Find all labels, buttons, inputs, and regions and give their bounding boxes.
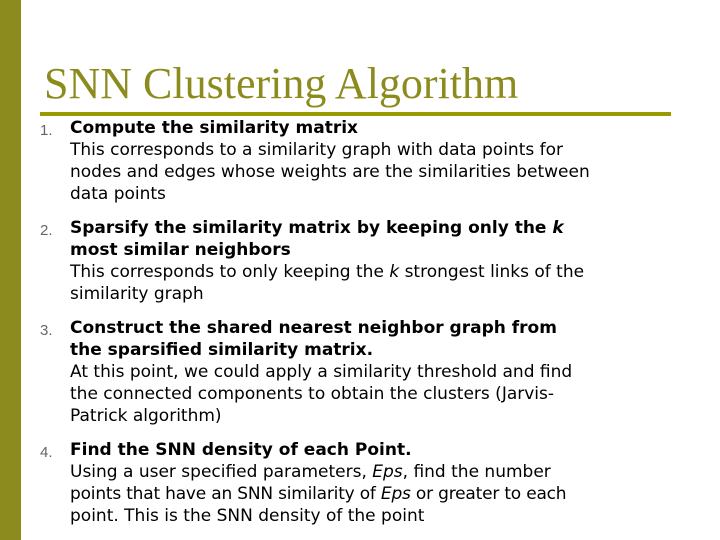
list-number-3: 3. (40, 322, 53, 339)
list-number-2: 2. (40, 222, 53, 239)
list-item-1-content (70, 117, 700, 205)
item-4-text-line (70, 483, 700, 505)
item-2-text-line (70, 261, 700, 283)
list-number-4: 4. (40, 444, 53, 461)
item-4-text-line: point. This is the SNN density of the point (70, 506, 425, 526)
item-1-text-line: data points (70, 184, 166, 204)
list-item-3-content (70, 317, 700, 427)
item-4-heading: Find the SNN density of each Point. (70, 440, 412, 460)
item-4-text-line (70, 461, 700, 483)
item-3-text-line: At this point, we could apply a similarity threshold and find (70, 362, 573, 382)
item-1-text-line: This corresponds to a similarity graph with data points for (70, 140, 563, 160)
item-1-heading: Compute the similarity matrix (70, 118, 359, 138)
item-4-text-eps: Eps (380, 484, 411, 504)
item-2-text-k: k (389, 262, 400, 282)
list-item-4-content (70, 439, 700, 527)
item-2-text-part: This corresponds to only keeping the (70, 262, 390, 282)
item-4-text-part: or greater to each (410, 484, 567, 504)
side-accent-bar (0, 0, 21, 540)
title-underline (40, 112, 671, 116)
item-2-text-line: similarity graph (70, 284, 204, 304)
item-2-heading-k: k (552, 218, 564, 238)
item-3-heading: Construct the shared nearest neighbor graph from (70, 318, 557, 338)
item-4-text-part: , find the number (402, 462, 551, 482)
item-4-text-eps: Eps (372, 462, 403, 482)
item-3-heading-line2: the sparsified similarity matrix. (70, 340, 374, 360)
item-3-text-line: the connected components to obtain the clusters (Jarvis- (70, 384, 555, 404)
item-2-heading-line2: most similar neighbors (70, 240, 291, 260)
list-number-1: 1. (40, 122, 53, 139)
list-item-2-content (70, 217, 700, 305)
slide-title: SNN Clustering Algorithm (44, 59, 519, 108)
item-2-text-part: strongest links of the (399, 262, 585, 282)
item-1-text-line: nodes and edges whose weights are the similarities between (70, 162, 590, 182)
item-2-heading (70, 217, 700, 239)
item-4-text-part: points that have an SNN similarity of (70, 484, 381, 504)
item-2-heading-text: Sparsify the similarity matrix by keeping only the (70, 218, 553, 238)
item-3-text-line: Patrick algorithm) (70, 406, 222, 426)
item-4-text-part: Using a user specified parameters, (70, 462, 373, 482)
